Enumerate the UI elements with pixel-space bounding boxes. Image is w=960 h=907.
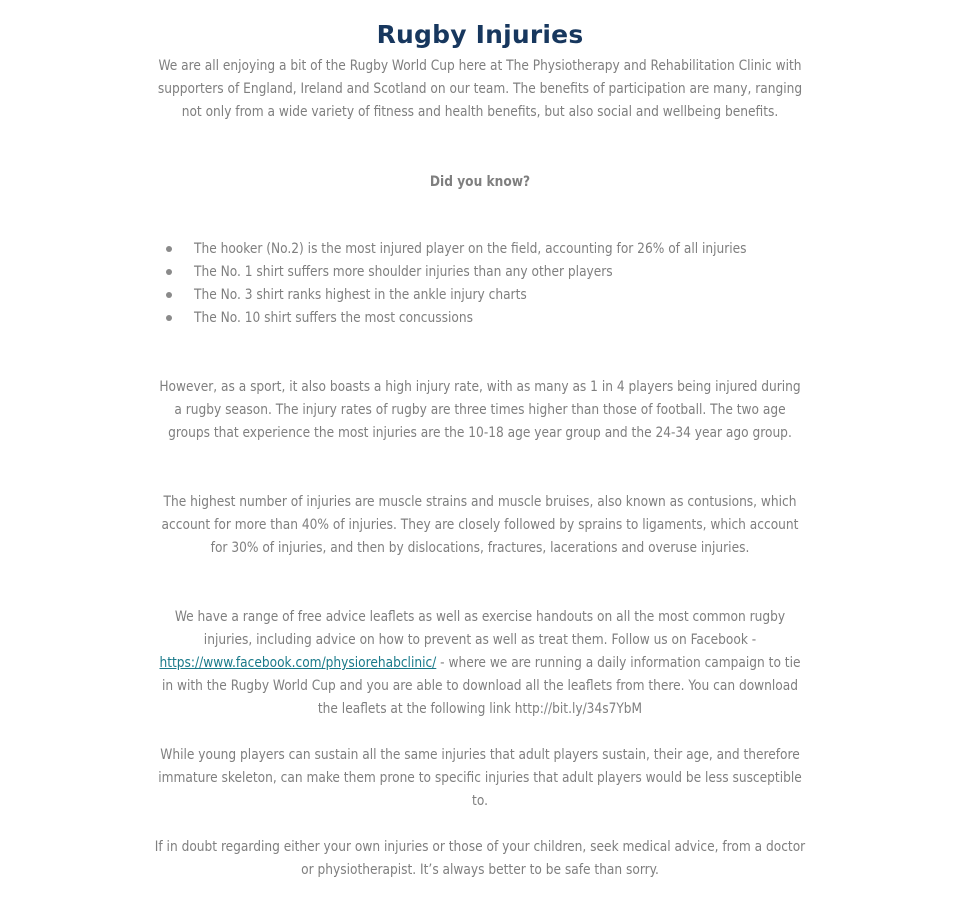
facebook-link[interactable]: https://www.facebook.com/physiorehabclinic/ xyxy=(159,654,437,671)
advice-paragraph: If in doubt regarding either your own injuries or those of your children, seek medical advice, from a doctor or physiotherapist. It’s always better to be safe than sorry. xyxy=(154,838,806,878)
did-you-know-heading: Did you know? xyxy=(429,173,531,190)
injury-types-paragraph: The highest number of injuries are muscle strains and muscle bruises, also known as contusions, which account for more than 40% of injuries. They are closely followed by sprains to ligaments, which account for 30% of injuries, and then by dislocations, fractures, lacerations and overuse injuries. xyxy=(161,493,799,556)
bullet-icon xyxy=(166,269,172,275)
intro-paragraph: We are all enjoying a bit of the Rugby World Cup here at The Physiotherapy and Rehabilitation Clinic with supporters of England, Ireland and Scotland on our team. The benefits of participation are many, ranging not only from a wide variety of fitness and health benefits, but also social and wellbeing benefits. xyxy=(157,57,803,120)
list-item xyxy=(166,260,846,283)
leaflets-text-before-link: We have a range of free advice leaflets as well as exercise handouts on all the most common rugby injuries, including advice on how to prevent as well as treat them. Follow us on Facebook - xyxy=(174,608,786,648)
list-item xyxy=(166,306,846,329)
fact-text: The No. 3 shirt ranks highest in the ankle injury charts xyxy=(194,286,527,303)
bullet-icon xyxy=(166,292,172,298)
fact-text: The No. 10 shirt suffers the most concussions xyxy=(194,309,473,326)
page-title: Rugby Injuries xyxy=(376,20,584,49)
fact-text: The No. 1 shirt suffers more shoulder injuries than any other players xyxy=(194,263,613,280)
fact-text: The hooker (No.2) is the most injured player on the field, accounting for 26% of all injuries xyxy=(194,240,747,257)
facts-list xyxy=(166,237,846,329)
bullet-icon xyxy=(166,315,172,321)
bullet-icon xyxy=(166,246,172,252)
young-players-paragraph: While young players can sustain all the same injuries that adult players sustain, their age, and therefore immature skeleton, can make them prone to specific injuries that adult players would be less susceptible to. xyxy=(158,746,802,809)
injury-rate-paragraph: However, as a sport, it also boasts a high injury rate, with as many as 1 in 4 players being injured during a rugby season. The injury rates of rugby are three times higher than those of football. The two age groups that experience the most injuries are the 10-18 age year group and the 24-34 year ago group. xyxy=(159,378,801,441)
list-item xyxy=(166,283,846,306)
leaflets-paragraph xyxy=(155,605,806,720)
leaflets-text-after-link: - where we are running a daily information campaign to tie in with the Rugby World Cup and you are able to download all the leaflets from there. You can download the leaflets at the following link http://bit.ly/34s7YbM xyxy=(161,654,801,717)
list-item xyxy=(166,237,846,260)
